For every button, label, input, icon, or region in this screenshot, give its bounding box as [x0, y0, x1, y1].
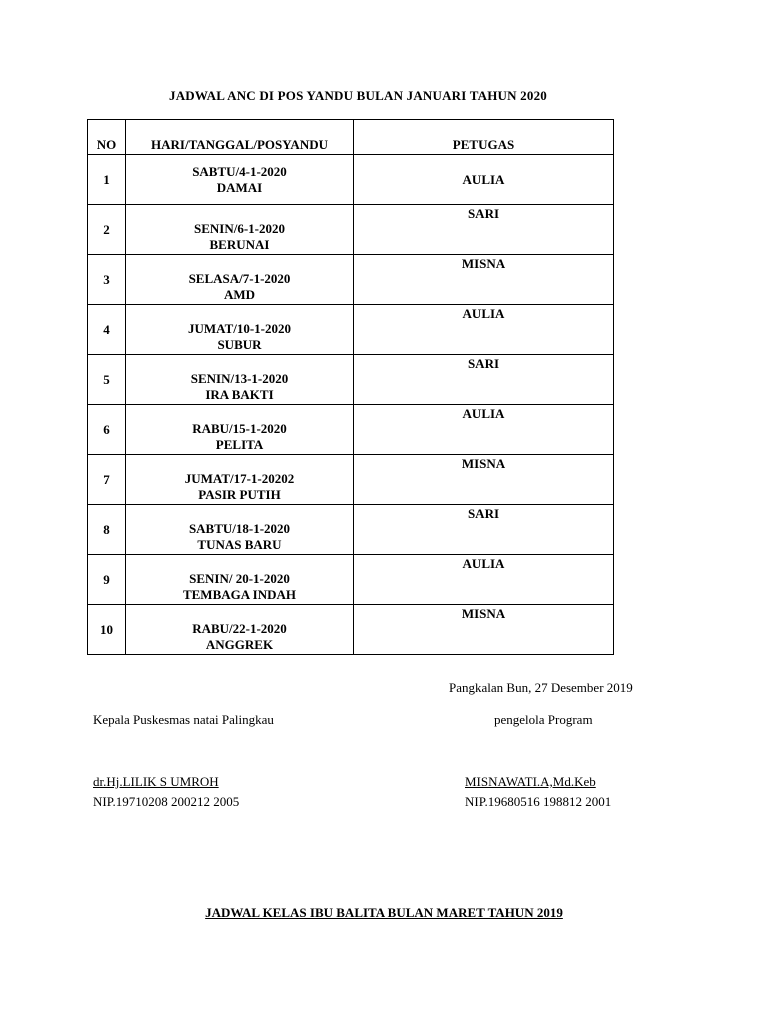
table-row: [88, 505, 614, 555]
header-no: NO: [88, 120, 126, 155]
table-row: [88, 305, 614, 355]
row-posyandu: PELITA: [215, 437, 264, 452]
row-day-cell: [126, 455, 354, 505]
row-date: JUMAT/10-1-2020: [187, 321, 292, 336]
row-date: SENIN/ 20-1-2020: [189, 571, 290, 586]
row-number: 7: [88, 455, 126, 505]
row-posyandu: TEMBAGA INDAH: [182, 587, 297, 602]
table-row: [88, 205, 614, 255]
row-day-cell: [126, 505, 354, 555]
header-day: HARI/TANGGAL/POSYANDU: [126, 120, 354, 155]
row-posyandu: BERUNAI: [209, 237, 270, 252]
row-number: 2: [88, 205, 126, 255]
row-posyandu: IRA BAKTI: [205, 387, 274, 402]
row-date: JUMAT/17-1-20202: [184, 471, 295, 486]
row-number: 10: [88, 605, 126, 655]
row-number: 3: [88, 255, 126, 305]
row-date: RABU/22-1-2020: [192, 621, 287, 636]
row-day-cell: [126, 555, 354, 605]
row-date: SELASA/7-1-2020: [188, 271, 291, 286]
left-signatory-name: dr.Hj.LILIK S UMROH: [93, 774, 219, 789]
row-posyandu: PASIR PUTIH: [198, 487, 281, 502]
right-signatory-role: pengelola Program: [494, 712, 593, 727]
row-date: RABU/15-1-2020: [192, 421, 287, 436]
right-signatory-nip: NIP.19680516 198812 2001: [465, 794, 612, 809]
row-officer: SARI: [354, 505, 614, 555]
row-day-cell: [126, 205, 354, 255]
table-row: [88, 605, 614, 655]
right-signatory-name: MISNAWATI.A,Md.Keb: [465, 774, 596, 789]
row-day-cell: [126, 255, 354, 305]
document-title: JADWAL ANC DI POS YANDU BULAN JANUARI TAHUN 2020: [169, 88, 547, 103]
row-posyandu: SUBUR: [217, 337, 262, 352]
table-row: [88, 155, 614, 205]
row-number: 1: [88, 155, 126, 205]
left-signatory-role: Kepala Puskesmas natai Palingkau: [93, 712, 274, 727]
row-officer: MISNA: [354, 605, 614, 655]
row-number: 5: [88, 355, 126, 405]
header-officer: PETUGAS: [354, 120, 614, 155]
row-posyandu: AMD: [223, 287, 256, 302]
table-row: [88, 355, 614, 405]
row-date: SENIN/13-1-2020: [190, 371, 289, 386]
row-posyandu: ANGGREK: [205, 637, 274, 652]
row-officer: AULIA: [354, 555, 614, 605]
place-date: Pangkalan Bun, 27 Desember 2019: [449, 680, 633, 695]
row-number: 9: [88, 555, 126, 605]
schedule-table: [87, 119, 614, 655]
table-row: [88, 255, 614, 305]
row-officer: SARI: [354, 205, 614, 255]
row-posyandu: DAMAI: [216, 180, 263, 195]
table-row: [88, 405, 614, 455]
row-posyandu: TUNAS BARU: [197, 537, 282, 552]
row-date: SABTU/4-1-2020: [192, 164, 287, 179]
left-signatory-nip: NIP.19710208 200212 2005: [93, 794, 240, 809]
table-header-row: [88, 120, 614, 155]
second-title: JADWAL KELAS IBU BALITA BULAN MARET TAHUN 2019: [205, 905, 563, 920]
row-officer: AULIA: [354, 155, 614, 205]
row-number: 4: [88, 305, 126, 355]
row-officer: MISNA: [354, 455, 614, 505]
table-row: [88, 455, 614, 505]
row-day-cell: [126, 605, 354, 655]
row-officer: AULIA: [354, 405, 614, 455]
row-day-cell: [126, 355, 354, 405]
row-number: 8: [88, 505, 126, 555]
table-row: [88, 555, 614, 605]
row-officer: AULIA: [354, 305, 614, 355]
row-officer: MISNA: [354, 255, 614, 305]
row-date: SABTU/18-1-2020: [188, 521, 291, 536]
row-number: 6: [88, 405, 126, 455]
row-date: SENIN/6-1-2020: [193, 221, 285, 236]
row-officer: SARI: [354, 355, 614, 405]
row-day-cell: [126, 305, 354, 355]
row-day-cell: [126, 155, 354, 205]
row-day-cell: [126, 405, 354, 455]
